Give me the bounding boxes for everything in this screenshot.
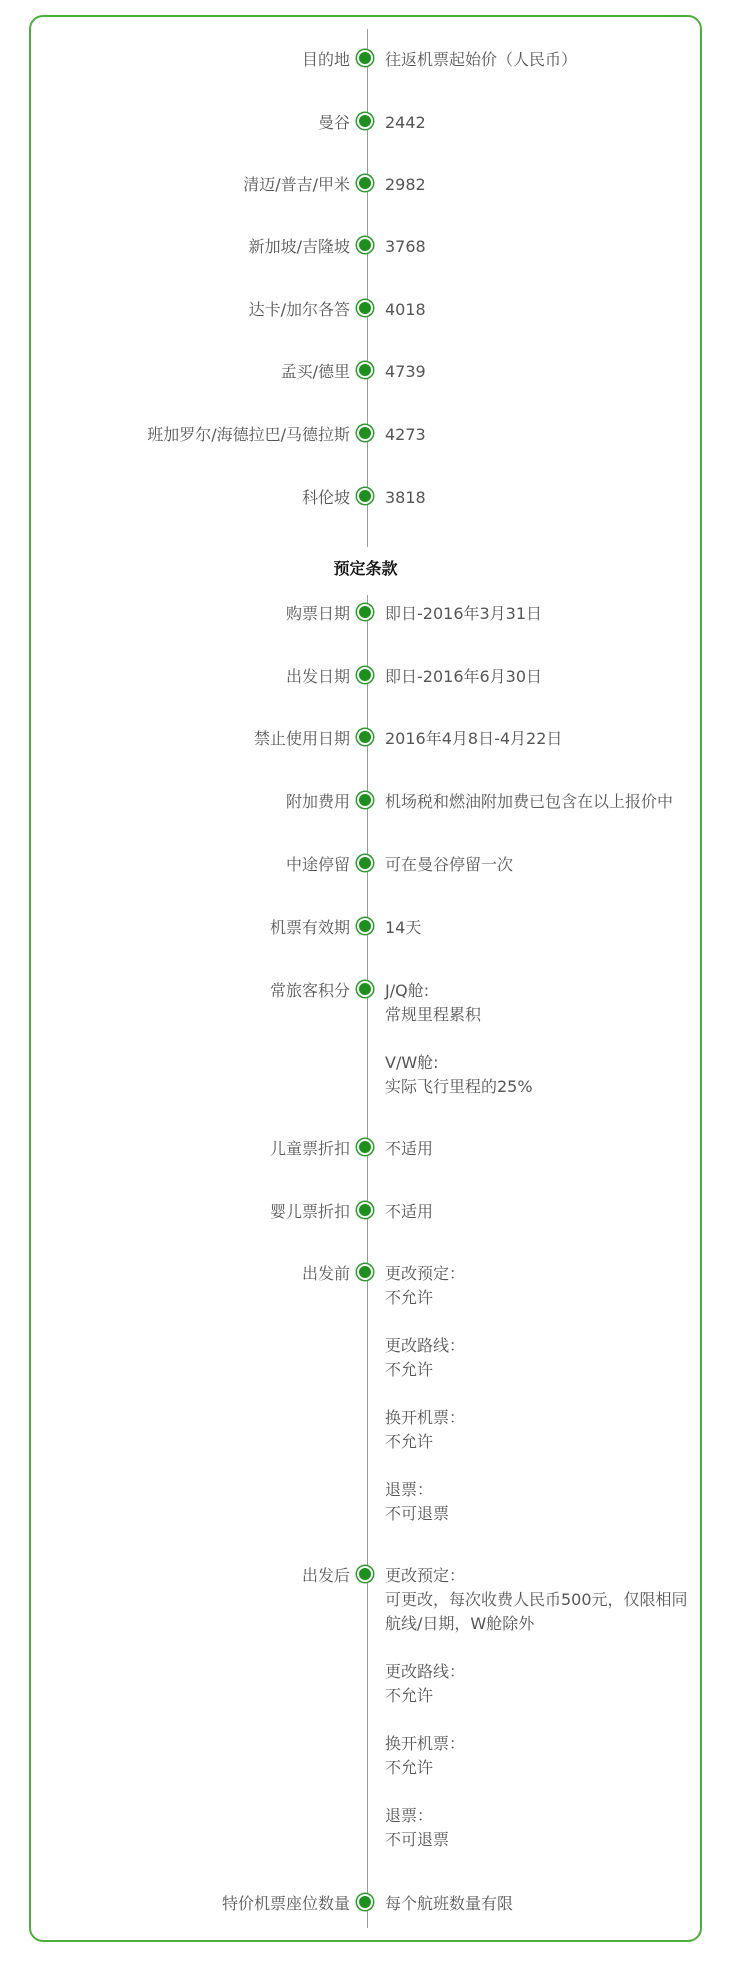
block-title: 更改预定： <box>385 1566 466 1585</box>
block-text: 不允许 <box>385 1686 434 1705</box>
rule-block <box>385 1732 688 1780</box>
rule-block <box>385 1564 688 1636</box>
destination-label: 新加坡/吉隆坡 <box>248 237 350 256</box>
block-title: 更改路线： <box>385 1336 466 1355</box>
timeline-dot-icon <box>359 302 371 314</box>
term-value: 14天 <box>385 918 422 937</box>
term-value: 每个航班数量有限 <box>385 1894 514 1913</box>
term-value: 不适用 <box>385 1139 434 1158</box>
timeline-dot-icon <box>359 794 371 806</box>
destination-label: 曼谷 <box>317 113 350 132</box>
block-title: 更改预定： <box>385 1264 466 1283</box>
destination-label: 班加罗尔/海德拉巴/马德拉斯 <box>147 425 350 444</box>
timeline-dot-icon <box>359 857 371 869</box>
destination-price: 2982 <box>385 175 426 194</box>
timeline-dot-icon <box>359 1141 371 1153</box>
destination-price: 4739 <box>385 362 426 381</box>
rule-block <box>385 1334 465 1382</box>
destination-price: 3818 <box>385 488 426 507</box>
term-label: 购票日期 <box>285 604 350 623</box>
term-label: 出发日期 <box>285 667 350 686</box>
timeline-dot-icon <box>359 1568 371 1580</box>
fare-class-block <box>385 979 533 1027</box>
block-title: 换开机票： <box>385 1734 466 1753</box>
rule-block <box>385 1406 465 1454</box>
term-value: 即日-2016年6月30日 <box>385 667 543 686</box>
term-label: 机票有效期 <box>269 918 350 937</box>
block-text: 实际飞行里程的25% <box>385 1077 533 1096</box>
block-title: J/Q舱: <box>385 981 430 1000</box>
rule-block <box>385 1660 688 1708</box>
fare-class-block <box>385 1051 533 1099</box>
timeline-dot-icon <box>359 1204 371 1216</box>
block-text: 航线/日期，W舱除外 <box>385 1614 535 1633</box>
block-text: 不允许 <box>385 1758 434 1777</box>
destination-price: 3768 <box>385 237 426 256</box>
block-text: 不允许 <box>385 1360 434 1379</box>
block-title: 退票： <box>385 1480 434 1499</box>
terms-card <box>29 15 702 1942</box>
timeline-dot-icon <box>359 177 371 189</box>
destination-header-label: 目的地 <box>301 50 350 69</box>
block-text: 可更改，每次收费人民币500元，仅限相同 <box>385 1590 688 1609</box>
destination-label: 清迈/普吉/甲米 <box>243 175 350 194</box>
term-value: 2016年4月8日-4月22日 <box>385 729 563 748</box>
timeline-dot-icon <box>359 1266 371 1278</box>
timeline-dot-icon <box>359 920 371 932</box>
timeline-dot-icon <box>359 52 371 64</box>
term-value <box>385 1262 465 1526</box>
timeline-dot-icon <box>359 115 371 127</box>
block-title: 退票： <box>385 1806 434 1825</box>
block-title: 更改路线： <box>385 1662 466 1681</box>
block-text: 不可退票 <box>385 1504 450 1523</box>
term-label: 出发前 <box>301 1264 350 1283</box>
term-value <box>385 1564 688 1852</box>
timeline-dot-icon <box>359 731 371 743</box>
term-label: 出发后 <box>301 1566 350 1585</box>
block-text: 常规里程累积 <box>385 1005 482 1024</box>
rule-block <box>385 1478 465 1526</box>
timeline-dot-icon <box>359 490 371 502</box>
timeline-line <box>367 29 368 1928</box>
section-title: 预定条款 <box>333 559 398 578</box>
timeline-dot-icon <box>359 427 371 439</box>
term-value: 即日-2016年3月31日 <box>385 604 543 623</box>
term-value <box>385 979 533 1099</box>
timeline-dot-icon <box>359 669 371 681</box>
timeline-dot-icon <box>359 983 371 995</box>
term-value: 不适用 <box>385 1202 434 1221</box>
block-text: 不可退票 <box>385 1830 450 1849</box>
term-label: 儿童票折扣 <box>269 1139 350 1158</box>
timeline-dot-icon <box>359 364 371 376</box>
rule-block <box>385 1262 465 1310</box>
term-value: 机场税和燃油附加费已包含在以上报价中 <box>385 792 674 811</box>
destination-price: 4273 <box>385 425 426 444</box>
term-label: 中途停留 <box>285 855 350 874</box>
block-text: 不允许 <box>385 1288 434 1307</box>
term-value: 可在曼谷停留一次 <box>385 855 514 874</box>
term-label: 禁止使用日期 <box>253 729 350 748</box>
term-label: 附加费用 <box>285 792 350 811</box>
block-title: 换开机票： <box>385 1408 466 1427</box>
destination-price: 2442 <box>385 113 426 132</box>
timeline-dot-icon <box>359 239 371 251</box>
destination-label: 孟买/德里 <box>280 362 350 381</box>
destination-label: 科伦坡 <box>301 488 350 507</box>
rule-block <box>385 1804 688 1852</box>
block-text: 不允许 <box>385 1432 434 1451</box>
block-title: V/W舱: <box>385 1053 439 1072</box>
destination-label: 达卡/加尔各答 <box>248 300 350 319</box>
term-label: 特价机票座位数量 <box>221 1894 350 1913</box>
timeline-dot-icon <box>359 606 371 618</box>
destination-price: 4018 <box>385 300 426 319</box>
term-label: 常旅客积分 <box>269 981 350 1000</box>
timeline-dot-icon <box>359 1896 371 1908</box>
term-label: 婴儿票折扣 <box>269 1202 350 1221</box>
price-header-label: 往返机票起始价（人民币） <box>385 50 578 69</box>
